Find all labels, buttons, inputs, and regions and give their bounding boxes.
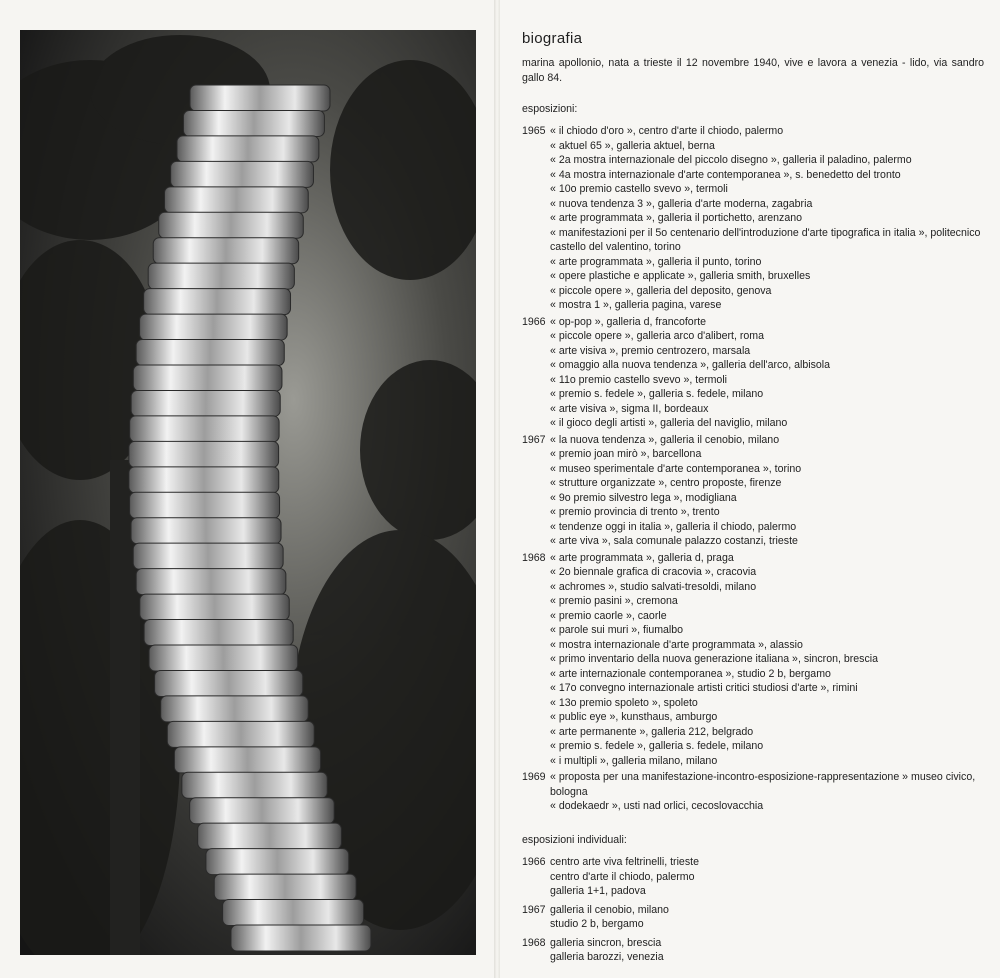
exhibition-entry: « museo sperimentale d'arte contemporanea », torino [550,462,802,475]
exhibition-entry: « parole sui muri », fiumalbo [550,624,684,636]
exhibition-entry: « la nuova tendenza », galleria il cenobio, milano [550,433,780,446]
exhibitions-list [522,124,988,816]
exhibition-entry: « achromes », studio salvati-tresoldi, milano [550,580,757,593]
sculpture-ring [190,85,330,111]
exhibition-entry: « piccole opere », galleria arco d'alibert, roma [550,330,765,342]
sculpture-ring [131,518,281,544]
biography-title: biografia [522,30,583,47]
sculpture-ring [231,925,371,951]
entries [550,855,988,899]
sculpture-ring [153,238,298,264]
sculpture-ring [190,798,335,824]
exhibition-entry: « mostra 1 », galleria pagina, varese [550,299,722,311]
sculpture-ring [165,187,309,213]
sculpture-ring [149,645,298,671]
entries [550,903,988,932]
year-group [522,770,988,814]
exhibition-entry: galleria il cenobio, milano [550,903,669,916]
year-group [522,936,988,965]
sculpture-ring [198,823,342,849]
sculpture-ring [130,416,279,442]
exhibition-entry: « 17o convegno internazionale artisti critici studiosi d'arte », rimini [550,682,858,694]
exhibition-entry: « 2a mostra internazionale del piccolo disegno », galleria il paladino, palermo [550,154,912,166]
exhibition-entry: « piccole opere », galleria del deposito, genova [550,284,772,297]
sculpture-ring [183,110,324,136]
sculpture-ring [155,670,303,696]
exhibition-entry: « 10o premio castello svevo », termoli [550,183,728,195]
sculpture-ring [148,263,294,289]
sculpture-ring [136,569,286,595]
exhibition-entry: « il gioco degli artisti », galleria del naviglio, milano [550,417,788,429]
exhibition-entry: « 2o biennale grafica di cracovia », cracovia [550,566,757,578]
sculpture-ring [136,340,284,366]
exhibition-entry: « premio pasini », cremona [550,595,678,607]
entries [550,551,988,769]
sculpture-ring [214,874,356,900]
exhibitions-heading: esposizioni: [522,103,578,115]
sculpture-ring [131,390,280,416]
exhibition-entry: « mostra internazionale d'arte programmata », alassio [550,638,803,651]
exhibition-entry: « tendenze oggi in italia », galleria il chiodo, palermo [550,520,797,533]
year-group [522,315,988,431]
individual-exhibitions-list [522,855,988,969]
exhibition-entry: « dodekaedr », usti nad orlici, cecoslovacchia [550,800,764,812]
entries [550,124,988,313]
exhibition-entry: « premio caorle », caorle [550,609,667,622]
sculpture-ring [133,365,282,391]
exhibition-entry: galleria sincron, brescia [550,936,662,949]
exhibition-entry: « opere plastiche e applicate », galleria smith, bruxelles [550,270,811,282]
sculpture-ring [167,721,314,747]
year-group [522,124,988,313]
year-label: 1968 [522,936,546,949]
exhibition-entry: « public eye », kunsthaus, amburgo [550,711,718,723]
sculpture-ring [140,594,289,620]
sculpture-ring [161,696,309,722]
exhibition-entry: « primo inventario della nuova generazione italiana », sincron, brescia [550,653,879,665]
year-group [522,855,988,899]
exhibition-entry: « 13o premio spoleto », spoleto [550,696,698,709]
exhibition-entry: « op-pop », galleria d, francoforte [550,315,707,328]
exhibition-entry: « 9o premio silvestro lega », modigliana [550,491,737,504]
exhibition-entry: « arte programmata », galleria il portichetto, arenzano [550,212,803,224]
exhibition-entry: « il chiodo d'oro », centro d'arte il chiodo, palermo [550,125,784,137]
year-group [522,433,988,549]
exhibition-entry: centro d'arte il chiodo, palermo [550,870,695,883]
exhibition-entry: « premio s. fedele », galleria s. fedele, milano [550,740,764,752]
exhibition-entry: « proposta per una manifestazione-incontro-esposizione-rappresentazione » museo civico, bologna [550,771,976,798]
entries [550,433,988,549]
exhibition-entry: « premio s. fedele », galleria s. fedele, milano [550,388,764,400]
year-label: 1969 [522,771,546,783]
exhibition-entry: « manifestazioni per il 5o centenario dell'introduzione d'arte tipografica in italia », politecnico castello del valentino, torino [550,226,981,253]
exhibition-entry: « premio provincia di trento », trento [550,506,720,518]
year-label: 1967 [522,433,546,446]
sculpture-ring [174,747,320,773]
sculpture-ring [171,161,314,187]
year-label: 1965 [522,125,546,137]
year-label: 1968 [522,551,546,564]
sculpture-ring [130,492,280,518]
sculpture-ring [144,289,291,315]
exhibition-entry: « 4a mostra internazionale d'arte contemporanea », s. benedetto del tronto [550,168,901,181]
exhibition-entry: « arte viva », sala comunale palazzo costanzi, trieste [550,535,798,547]
sculpture-ring [159,212,304,238]
sculpture-ring [223,900,364,926]
biography-text: marina apollonio, nata a trieste il 12 novembre 1940, vive e lavora a venezia - lido, via sandro gallo 84. [522,57,984,84]
sculpture-ring [133,543,283,569]
exhibition-entry: « arte permanente », galleria 212, belgrado [550,725,754,738]
entries [550,936,988,965]
exhibition-entry: « omaggio alla nuova tendenza », galleria dell'arco, albisola [550,359,830,371]
exhibition-entry: galleria 1+1, padova [550,885,646,897]
sculpture-ring [206,849,349,875]
exhibition-entry: « 11o premio castello svevo », termoli [550,373,728,386]
exhibition-entry: « arte internazionale contemporanea », studio 2 b, bergamo [550,667,831,680]
sculpture-ring [140,314,288,340]
sculpture-image [20,30,476,955]
individual-exhibitions-heading: esposizioni individuali: [522,834,627,846]
exhibition-entry: « arte programmata », galleria il punto, torino [550,255,762,268]
exhibition-entry: « arte visiva », sigma II, bordeaux [550,402,709,415]
year-label: 1966 [522,315,546,328]
exhibition-entry: « arte programmata », galleria d, praga [550,551,734,564]
exhibition-entry: « aktuel 65 », galleria aktuel, berna [550,139,715,152]
sculpture-photograph [20,30,476,955]
year-group [522,551,988,769]
exhibition-entry: « premio joan mirò », barcellona [550,448,702,460]
sculpture-ring [129,441,279,467]
entries [550,770,988,814]
sculpture-ring [144,620,293,646]
sculpture-ring [177,136,319,162]
exhibition-entry: « nuova tendenza 3 », galleria d'arte moderna, zagabria [550,197,813,210]
exhibition-entry: studio 2 b, bergamo [550,918,644,930]
exhibition-entry: galleria barozzi, venezia [550,951,664,963]
year-label: 1966 [522,856,546,868]
entries [550,315,988,431]
year-label: 1967 [522,903,546,916]
exhibition-entry: « strutture organizzate », centro proposte, firenze [550,477,782,489]
sculpture-ring [129,467,279,493]
exhibition-entry: centro arte viva feltrinelli, trieste [550,856,699,868]
year-group [522,903,988,932]
exhibition-entry: « i multipli », galleria milano, milano [550,754,718,767]
exhibition-entry: « arte visiva », premio centrozero, marsala [550,344,751,357]
sculpture-ring [182,772,327,798]
